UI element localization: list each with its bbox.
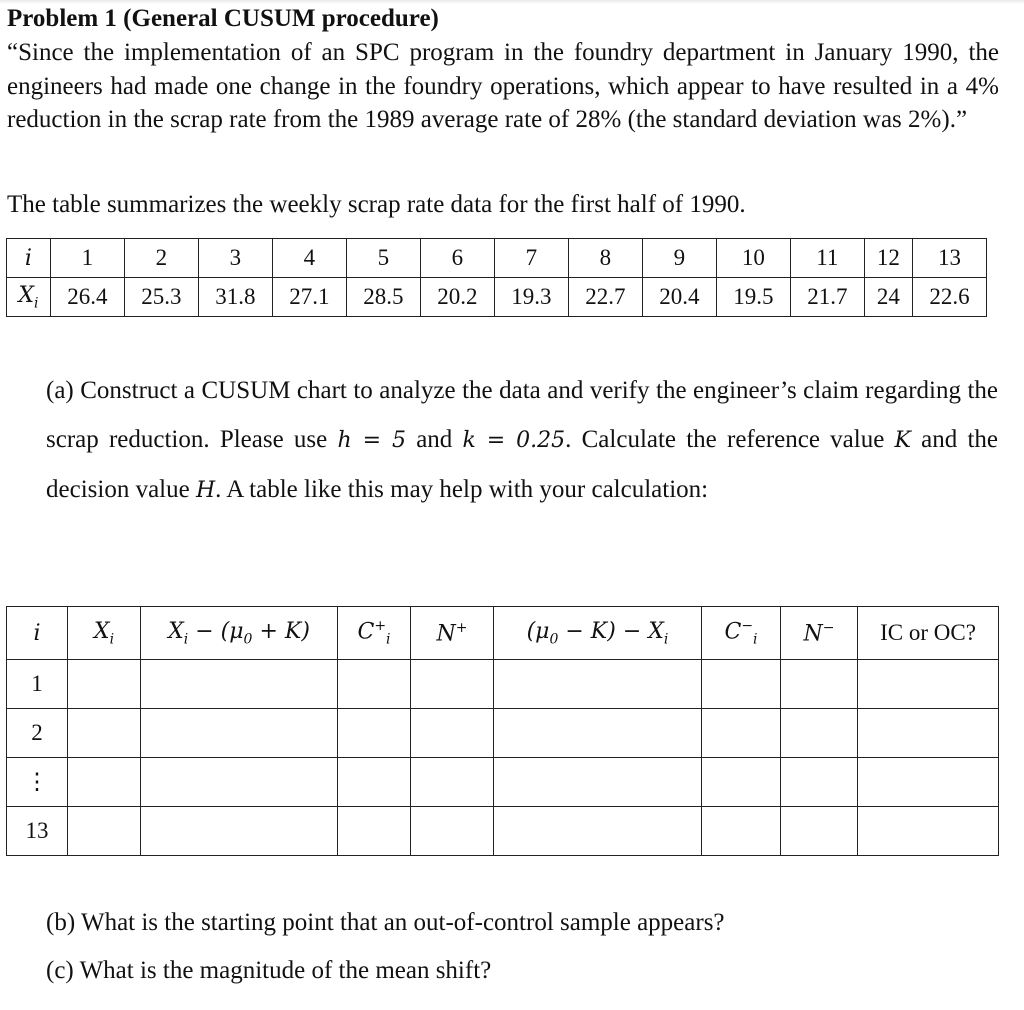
data-cell-i: 2 — [124, 239, 198, 278]
worksheet-row-index: 2 — [7, 709, 68, 758]
data-cell-i: 8 — [568, 239, 642, 278]
empty-cell — [781, 709, 858, 758]
empty-cell — [68, 709, 141, 758]
worksheet-row — [7, 660, 999, 709]
data-cell-i: 1 — [50, 239, 124, 278]
data-cell-x: 20.2 — [420, 278, 494, 317]
empty-cell — [338, 709, 411, 758]
h-value: h = 5 — [337, 428, 406, 453]
question-a-text-2: . Calculate the reference value — [565, 426, 885, 453]
question-a-label: (a) — [46, 377, 74, 404]
empty-cell — [858, 709, 999, 758]
row-label-i: i — [7, 239, 51, 278]
header-c-minus: $C^-_i$ — [702, 607, 781, 660]
data-cell-i: 10 — [716, 239, 790, 278]
header-mu-minus-k-minus-x: $(\mu_0 - K) - X_i$ — [494, 607, 702, 660]
data-cell-x: 24 — [864, 278, 912, 317]
empty-cell — [702, 807, 781, 856]
empty-cell — [702, 709, 781, 758]
question-a — [46, 366, 998, 515]
question-b-label: (b) — [46, 909, 76, 936]
data-cell-x: 22.6 — [912, 278, 986, 317]
empty-cell — [494, 807, 702, 856]
data-table-row-x — [7, 278, 987, 317]
worksheet-row — [7, 758, 999, 807]
question-b-text: What is the starting point that an out-of-control sample appears? — [80, 909, 725, 936]
empty-cell — [494, 709, 702, 758]
empty-cell — [338, 660, 411, 709]
empty-cell — [338, 807, 411, 856]
header-n-minus: N− — [781, 607, 858, 660]
empty-cell — [494, 660, 702, 709]
data-cell-x: 20.4 — [642, 278, 716, 317]
data-cell-x: 31.8 — [198, 278, 272, 317]
data-cell-i: 13 — [912, 239, 986, 278]
empty-cell — [858, 758, 999, 807]
data-cell-x: 22.7 — [568, 278, 642, 317]
empty-cell — [781, 758, 858, 807]
empty-cell — [141, 758, 338, 807]
question-c-text: What is the magnitude of the mean shift? — [79, 957, 492, 984]
data-cell-x: 27.1 — [272, 278, 346, 317]
empty-cell — [411, 709, 494, 758]
empty-cell — [494, 758, 702, 807]
header-xi: $X_i$ — [68, 607, 141, 660]
data-cell-x: 28.5 — [346, 278, 420, 317]
worksheet-row-index: ⋮ — [7, 758, 68, 807]
data-cell-x: 21.7 — [790, 278, 864, 317]
data-cell-i: 11 — [790, 239, 864, 278]
empty-cell — [411, 660, 494, 709]
data-cell-i: 9 — [642, 239, 716, 278]
worksheet-row — [7, 807, 999, 856]
data-cell-x: 26.4 — [50, 278, 124, 317]
worksheet-header-row — [7, 607, 999, 660]
and-word: and — [416, 426, 453, 453]
question-a-text-3: and the decision value — [46, 426, 999, 503]
question-b — [46, 898, 998, 947]
empty-cell — [68, 758, 141, 807]
decision-h: H — [195, 478, 216, 503]
empty-cell — [702, 660, 781, 709]
data-cell-x: 25.3 — [124, 278, 198, 317]
empty-cell — [781, 807, 858, 856]
data-cell-i: 5 — [346, 239, 420, 278]
data-cell-x: 19.3 — [494, 278, 568, 317]
empty-cell — [338, 758, 411, 807]
data-cell-i: 4 — [272, 239, 346, 278]
worksheet-row — [7, 709, 999, 758]
header-i: i — [7, 607, 68, 660]
empty-cell — [141, 709, 338, 758]
empty-cell — [858, 660, 999, 709]
header-c-plus: $C^+_i$ — [338, 607, 411, 660]
data-cell-i: 3 — [198, 239, 272, 278]
reference-k: K — [894, 428, 911, 453]
problem-statement: “Since the implementation of an SPC program in the foundry department in January 1990, the engineers had made one change in the foundry operations, which appear to have resulted in a 4% reduction in the scrap rate from the 1989 average rate of 28% (the standard deviation was 2%).” — [7, 39, 999, 133]
cusum-worksheet-table — [6, 606, 999, 856]
table-summary-text: The table summarizes the weekly scrap rate data for the first half of 1990. — [7, 191, 746, 218]
question-c — [46, 946, 998, 995]
question-c-label: (c) — [46, 957, 74, 984]
question-a-text-4: . A table like this may help with your calculation: — [215, 476, 709, 503]
empty-cell — [411, 758, 494, 807]
data-table-row-i — [7, 239, 987, 278]
data-cell-i: 12 — [864, 239, 912, 278]
empty-cell — [141, 807, 338, 856]
header-ic-or-oc: IC or OC? — [858, 607, 999, 660]
data-cell-i: 7 — [494, 239, 568, 278]
empty-cell — [68, 807, 141, 856]
k-value: k = 0.25 — [462, 428, 566, 453]
empty-cell — [702, 758, 781, 807]
data-cell-x: 19.5 — [716, 278, 790, 317]
scrap-rate-data-table — [6, 238, 987, 317]
empty-cell — [781, 660, 858, 709]
empty-cell — [858, 807, 999, 856]
header-n-plus: N+ — [411, 607, 494, 660]
empty-cell — [68, 660, 141, 709]
worksheet-row-index: 1 — [7, 660, 68, 709]
worksheet-row-index: 13 — [7, 807, 68, 856]
question-a-text-1: Construct a CUSUM chart to analyze the data and verify the engineer’s claim regarding the scrap reduction. Please use — [46, 377, 998, 453]
empty-cell — [141, 660, 338, 709]
problem-title: Problem 1 (General CUSUM procedure) — [7, 5, 439, 32]
data-cell-i: 6 — [420, 239, 494, 278]
row-label-x: $X_i$ — [7, 278, 51, 317]
empty-cell — [411, 807, 494, 856]
header-x-minus-mu-plus-k: $X_i - (\mu_0 + K)$ — [141, 607, 338, 660]
